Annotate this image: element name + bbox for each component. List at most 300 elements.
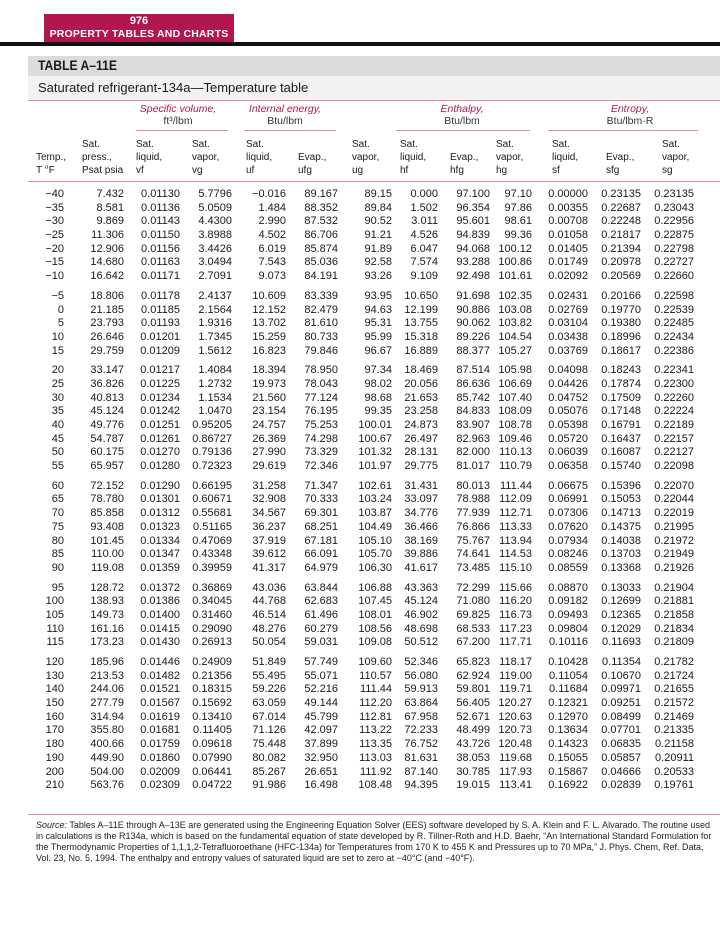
table-row	[0, 229, 720, 243]
table-row	[0, 623, 720, 637]
table-cell: 314.94	[90, 710, 124, 723]
table-cell: 0.01178	[141, 289, 180, 302]
table-cell: 0.21158	[655, 738, 694, 751]
table-cell: 43.363	[404, 581, 438, 594]
table-row	[0, 270, 720, 284]
table-cell: 26.369	[252, 432, 286, 445]
col-hg-l3: hg	[496, 165, 508, 176]
table-cell: 50	[51, 446, 64, 459]
table-cell: 55	[51, 460, 64, 473]
table-cell: 0.22485	[654, 317, 694, 330]
table-cell: 0.22598	[654, 289, 694, 302]
table-cell: 26.646	[90, 330, 124, 343]
table-cell: 0.19380	[601, 317, 641, 330]
table-cell: 67.200	[456, 636, 490, 649]
table-row	[0, 595, 720, 609]
group-label: Entropy,	[610, 103, 650, 115]
table-cell: 110.13	[499, 446, 532, 459]
table-cell: 0.01567	[140, 697, 180, 710]
row-group	[0, 582, 720, 650]
table-cell: 59.913	[404, 683, 438, 696]
table-cell: 1.4084	[198, 364, 232, 377]
table-cell: 180	[45, 738, 64, 751]
table-cell: 0.06835	[601, 738, 641, 751]
table-cell: 85.742	[456, 391, 490, 404]
table-cell: 0.21904	[654, 581, 694, 594]
table-row	[0, 392, 720, 406]
table-cell: 95.601	[456, 215, 490, 228]
table-cell: 26.651	[304, 765, 338, 778]
col-vg-l3: vg	[192, 165, 203, 176]
table-cell: 119.71	[499, 683, 532, 696]
col-hfg-l2: Evap.,	[450, 152, 479, 163]
table-cell: 72.233	[404, 724, 438, 737]
table-row	[0, 670, 720, 684]
table-cell: 0.06991	[548, 493, 588, 506]
table-title: Saturated refrigerant-134a—Temperature table	[38, 80, 309, 95]
table-cell: 0.22341	[654, 364, 694, 377]
table-cell: 113.22	[359, 724, 392, 737]
table-cell: 0.09182	[548, 595, 588, 608]
table-cell: 70	[51, 507, 64, 520]
table-cell: 112.71	[499, 507, 532, 520]
table-cell: 0.22300	[654, 377, 694, 390]
table-cell: 119.00	[499, 669, 532, 682]
table-cell: 0.06675	[548, 479, 588, 492]
table-cell: 0.12365	[601, 608, 641, 621]
table-cell: 97.34	[364, 364, 392, 377]
table-cell: 0.01334	[140, 534, 180, 547]
table-cell: 0.07620	[548, 520, 588, 533]
table-cell: 8.581	[96, 201, 124, 214]
table-cell: −15	[45, 256, 64, 269]
group-specific-volume	[124, 103, 232, 127]
table-cell: 120	[45, 656, 64, 668]
table-cell: 10.609	[252, 289, 286, 302]
table-cell: 78.780	[90, 493, 124, 506]
table-cell: 0.60671	[192, 493, 232, 506]
table-cell: 0.02092	[548, 270, 588, 283]
table-cell: 111.92	[359, 765, 392, 778]
table-cell: 52.346	[404, 656, 438, 668]
table-cell: 91.89	[364, 242, 392, 255]
col-sf-l2: liquid,	[552, 152, 579, 163]
table-cell: 84.191	[304, 270, 338, 283]
table-cell: 15.259	[252, 330, 286, 343]
table-cell: 0.07701	[601, 724, 641, 737]
table-cell: 0.01482	[140, 669, 180, 682]
table-cell: 0.01136	[141, 201, 180, 214]
table-cell: 0.18617	[601, 344, 641, 357]
table-cell: 138.93	[90, 595, 124, 608]
table-cell: 105	[45, 608, 64, 621]
col-vg-l1: Sat.	[192, 139, 210, 150]
table-row	[0, 188, 720, 202]
table-cell: 33.147	[90, 364, 124, 377]
table-cell: 110.00	[91, 548, 124, 561]
col-sf-l3: sf	[552, 165, 560, 176]
table-cell: 85	[51, 548, 64, 561]
table-cell: 0.21926	[654, 561, 694, 574]
table-cell: 24.873	[404, 419, 438, 431]
table-row	[0, 202, 720, 216]
table-cell: 94.839	[456, 229, 490, 242]
table-id: TABLE A–11E	[38, 58, 118, 73]
group-label: Enthalpy,	[440, 103, 484, 115]
table-cell: 55.071	[304, 669, 338, 682]
table-cell: 45.124	[90, 405, 124, 418]
col-sfg-l3: sfg	[606, 165, 620, 176]
table-cell: 0.01270	[140, 446, 180, 459]
group-internal-energy	[232, 103, 338, 127]
table-cell: 2.990	[258, 215, 286, 228]
table-bottom-rule	[28, 814, 720, 815]
row-group	[0, 290, 720, 358]
table-cell: 0.01185	[141, 303, 180, 316]
table-cell: 75.253	[304, 419, 338, 431]
table-cell: 102.61	[358, 479, 392, 492]
table-cell: 80.082	[252, 751, 286, 764]
table-cell: 0.22875	[654, 229, 694, 242]
table-cell: 100.86	[498, 256, 532, 269]
table-cell: 0.22189	[654, 419, 694, 431]
table-cell: 170	[45, 724, 64, 737]
table-row	[0, 364, 720, 378]
table-cell: 120.73	[498, 724, 532, 737]
table-cell: 0.22727	[654, 256, 694, 269]
table-cell: 108.09	[498, 405, 532, 418]
table-cell: 87.140	[404, 765, 438, 778]
table-cell: 32.950	[304, 751, 338, 764]
table-cell: 21.653	[404, 391, 438, 404]
table-cell: 0.01446	[140, 656, 180, 668]
table-cell: 95	[51, 581, 64, 594]
table-cell: 0.34045	[192, 595, 232, 608]
group-label: Specific volume,	[139, 103, 217, 115]
table-row	[0, 724, 720, 738]
table-cell: 12.906	[90, 242, 124, 255]
table-cell: 103.24	[358, 493, 392, 506]
table-cell: 52.671	[456, 710, 490, 723]
table-cell: 0.01242	[140, 405, 180, 418]
table-cell: 74.641	[456, 548, 490, 561]
table-cell: 0.13368	[601, 561, 641, 574]
table-cell: −35	[45, 201, 64, 214]
table-cell: 48.499	[456, 724, 490, 737]
table-cell: 50.054	[252, 636, 286, 649]
col-uf-l3: uf	[246, 165, 255, 176]
table-cell: 0.22260	[654, 391, 694, 404]
table-cell: 23.154	[252, 405, 286, 418]
table-cell: 0.21995	[654, 520, 694, 533]
table-cell: 89.15	[364, 188, 392, 200]
table-cell: 43.726	[456, 738, 490, 751]
table-cell: 39.886	[404, 548, 438, 561]
table-cell: 77.124	[304, 391, 338, 404]
table-cell: 98.61	[504, 215, 532, 228]
table-row	[0, 562, 720, 576]
table-cell: 0.09493	[548, 608, 588, 621]
table-cell: 105.10	[358, 534, 392, 547]
table-cell: 0.01521	[140, 683, 180, 696]
table-row	[0, 304, 720, 318]
table-cell: 89.167	[304, 188, 338, 200]
table-row	[0, 215, 720, 229]
table-cell: 106.30	[358, 561, 392, 574]
table-cell: 0.22070	[654, 479, 694, 492]
table-cell: 0.21858	[654, 608, 694, 621]
table-cell: 80	[51, 534, 64, 547]
table-cell: 0.22157	[654, 432, 694, 445]
table-cell: 120.27	[498, 697, 532, 710]
table-row	[0, 331, 720, 345]
table-cell: 30.785	[456, 765, 490, 778]
table-cell: 78.950	[304, 364, 338, 377]
table-cell: 99.36	[504, 229, 532, 242]
table-cell: 67.014	[252, 710, 286, 723]
table-cell: 0.10428	[548, 656, 588, 668]
table-cell: 0.00000	[548, 188, 588, 200]
table-row	[0, 378, 720, 392]
table-cell: 96.67	[364, 344, 392, 357]
table-cell: 0.01150	[141, 229, 180, 242]
table-cell: 0.16087	[601, 446, 641, 459]
group-underline	[548, 130, 698, 131]
table-cell: 113.33	[499, 520, 532, 533]
table-cell: 93.26	[364, 270, 392, 283]
table-cell: 37.919	[252, 534, 286, 547]
table-cell: 0.02431	[548, 289, 588, 302]
col-hfg-l3: hfg	[450, 165, 464, 176]
table-cell: 0.17874	[601, 377, 641, 390]
table-cell: 118.17	[499, 656, 532, 668]
table-cell: 75.767	[456, 534, 490, 547]
table-cell: 83.907	[456, 419, 490, 431]
table-cell: 0.18243	[601, 364, 641, 377]
table-cell: 18.394	[252, 364, 286, 377]
table-cell: 93.288	[456, 256, 490, 269]
row-group	[0, 656, 720, 793]
table-cell: 36.237	[252, 520, 286, 533]
table-cell: 0.22127	[654, 446, 694, 459]
table-cell: 0.04666	[601, 765, 641, 778]
table-cell: 0.22019	[654, 507, 694, 520]
table-cell: 115	[46, 636, 64, 649]
table-cell: 2.7091	[198, 270, 232, 283]
table-cell: 68.533	[456, 622, 490, 635]
table-cell: 0.01323	[140, 520, 180, 533]
table-cell: 45	[51, 432, 64, 445]
col-vf-l1: Sat.	[136, 139, 154, 150]
table-cell: 93.408	[90, 520, 124, 533]
table-cell: 13.755	[404, 317, 438, 330]
table-cell: 0.01209	[140, 344, 180, 357]
table-cell: 49.144	[304, 697, 338, 710]
table-cell: 213.53	[90, 669, 124, 682]
group-unit: Btu/lbm	[444, 115, 480, 127]
table-cell: 117.71	[499, 636, 532, 649]
table-cell: 200	[45, 765, 64, 778]
table-cell: 81.017	[456, 460, 490, 473]
col-hg-l1: Sat.	[496, 139, 514, 150]
table-cell: 46.902	[404, 608, 438, 621]
table-id-bar	[28, 56, 720, 76]
table-cell: 25	[51, 377, 64, 390]
table-row	[0, 433, 720, 447]
table-cell: 70.333	[304, 493, 338, 506]
table-cell: −20	[45, 242, 64, 255]
table-cell: 1.9316	[198, 317, 232, 330]
table-row	[0, 317, 720, 331]
table-cell: 35	[51, 405, 64, 418]
table-cell: 88.352	[304, 201, 338, 214]
table-cell: 0.22798	[654, 242, 694, 255]
table-row	[0, 521, 720, 535]
table-cell: 173.23	[90, 636, 124, 649]
col-hf-l3: hf	[400, 165, 409, 176]
col-ufg-l3: ufg	[298, 165, 312, 176]
table-cell: 0.15055	[548, 751, 588, 764]
table-cell: 0.02309	[140, 779, 180, 792]
table-cell: 6.047	[410, 242, 438, 255]
row-group	[0, 188, 720, 284]
table-cell: 6.019	[258, 242, 286, 255]
page-number: 976	[129, 15, 149, 27]
table-cell: 101.45	[90, 534, 124, 547]
table-cell: 10	[51, 330, 64, 343]
data-table-body	[0, 188, 720, 799]
table-cell: 110	[46, 622, 64, 635]
table-cell: 68.251	[304, 520, 338, 533]
table-cell: 94.068	[456, 242, 490, 255]
table-cell: 0.14375	[601, 520, 641, 533]
table-cell: 71.347	[304, 479, 338, 492]
table-cell: 0.05076	[548, 405, 588, 418]
table-cell: 0.01619	[140, 710, 180, 723]
table-cell: 38.169	[404, 534, 438, 547]
col-sg-l2: vapor,	[662, 152, 690, 163]
table-cell: 60.175	[90, 446, 124, 459]
table-cell: 90.886	[456, 303, 490, 316]
table-cell: 0.19770	[601, 303, 641, 316]
col-uf-l2: liquid,	[246, 152, 273, 163]
table-cell: 0.43348	[192, 548, 232, 561]
table-cell: 0.10116	[549, 636, 588, 649]
table-cell: 103.82	[498, 317, 532, 330]
table-cell: 83.339	[304, 289, 338, 302]
table-cell: 67.181	[304, 534, 338, 547]
table-row	[0, 656, 720, 670]
table-cell: 113.94	[499, 534, 532, 547]
table-cell: 0.55681	[192, 507, 232, 520]
table-cell: 107.45	[358, 595, 392, 608]
col-vf-l2: liquid,	[136, 152, 163, 163]
table-cell: 119.68	[499, 751, 532, 764]
table-cell: 24.757	[252, 419, 286, 431]
table-cell: 0.21949	[654, 548, 694, 561]
table-cell: 41.617	[404, 561, 438, 574]
table-cell: 85.036	[304, 256, 338, 269]
table-cell: 0.11405	[193, 724, 232, 737]
table-title-bar	[28, 76, 720, 100]
table-cell: 0.13634	[548, 724, 588, 737]
table-cell: 94.63	[364, 303, 392, 316]
table-cell: 51.849	[252, 656, 286, 668]
table-cell: 100.67	[358, 432, 392, 445]
table-cell: 105.98	[498, 364, 532, 377]
table-cell: 80.013	[456, 479, 490, 492]
table-cell: 210	[45, 779, 64, 792]
table-cell: 5.0509	[198, 201, 232, 214]
table-cell: 41.317	[252, 561, 286, 574]
table-cell: 190	[45, 751, 64, 764]
table-cell: 0.15692	[192, 697, 232, 710]
table-row	[0, 779, 720, 793]
table-row	[0, 446, 720, 460]
table-cell: 101.32	[358, 446, 392, 459]
table-cell: 0.22660	[654, 270, 694, 283]
section-title: PROPERTY TABLES AND CHARTS	[49, 28, 229, 40]
table-cell: 4.4300	[198, 215, 232, 228]
table-cell: 78.043	[304, 377, 338, 390]
table-cell: 0.01372	[140, 581, 180, 594]
table-cell: 0.24909	[192, 656, 232, 668]
col-vg-l2: vapor,	[192, 152, 220, 163]
table-cell: 128.72	[90, 581, 124, 594]
table-cell: 0.05398	[548, 419, 588, 431]
table-cell: 112.81	[359, 710, 392, 723]
table-cell: 1.502	[410, 201, 438, 214]
header-divider-top	[28, 100, 720, 101]
table-cell: 101.61	[498, 270, 532, 283]
col-ug-l3: ug	[352, 165, 364, 176]
footnote-label: Source:	[36, 820, 68, 830]
col-uf-l1: Sat.	[246, 139, 264, 150]
table-cell: 0.01415	[140, 622, 180, 635]
table-cell: 0.01225	[140, 377, 180, 390]
table-cell: 0.14323	[548, 738, 588, 751]
table-cell: 3.011	[411, 215, 438, 228]
group-unit: ft³/lbm	[163, 115, 193, 127]
table-cell: 0.20569	[601, 270, 641, 283]
table-row	[0, 460, 720, 474]
table-cell: 0.21394	[601, 242, 641, 255]
table-cell: 66.091	[304, 548, 338, 561]
table-cell: 0.06441	[192, 765, 232, 778]
table-cell: 113.35	[359, 738, 392, 751]
table-cell: 55.495	[252, 669, 286, 682]
table-cell: 73.329	[304, 446, 338, 459]
table-cell: 0.51165	[193, 520, 232, 533]
table-cell: 0.01386	[140, 595, 180, 608]
table-cell: 0.21572	[654, 697, 694, 710]
table-row	[0, 609, 720, 623]
table-cell: 110.57	[359, 669, 392, 682]
table-cell: 76.195	[304, 405, 338, 418]
col-ufg-l2: Evap.,	[298, 152, 327, 163]
col-sf-l1: Sat.	[552, 139, 570, 150]
table-cell: 79.846	[304, 344, 338, 357]
table-cell: 355.80	[90, 724, 124, 737]
table-cell: 0.02769	[548, 303, 588, 316]
col-sfg-l2: Evap.,	[606, 152, 635, 163]
table-cell: −5	[51, 289, 64, 302]
table-cell: 5	[57, 317, 64, 330]
table-cell: 112.09	[499, 493, 532, 506]
table-row	[0, 290, 720, 304]
table-row	[0, 738, 720, 752]
table-cell: 1.5612	[198, 344, 232, 357]
